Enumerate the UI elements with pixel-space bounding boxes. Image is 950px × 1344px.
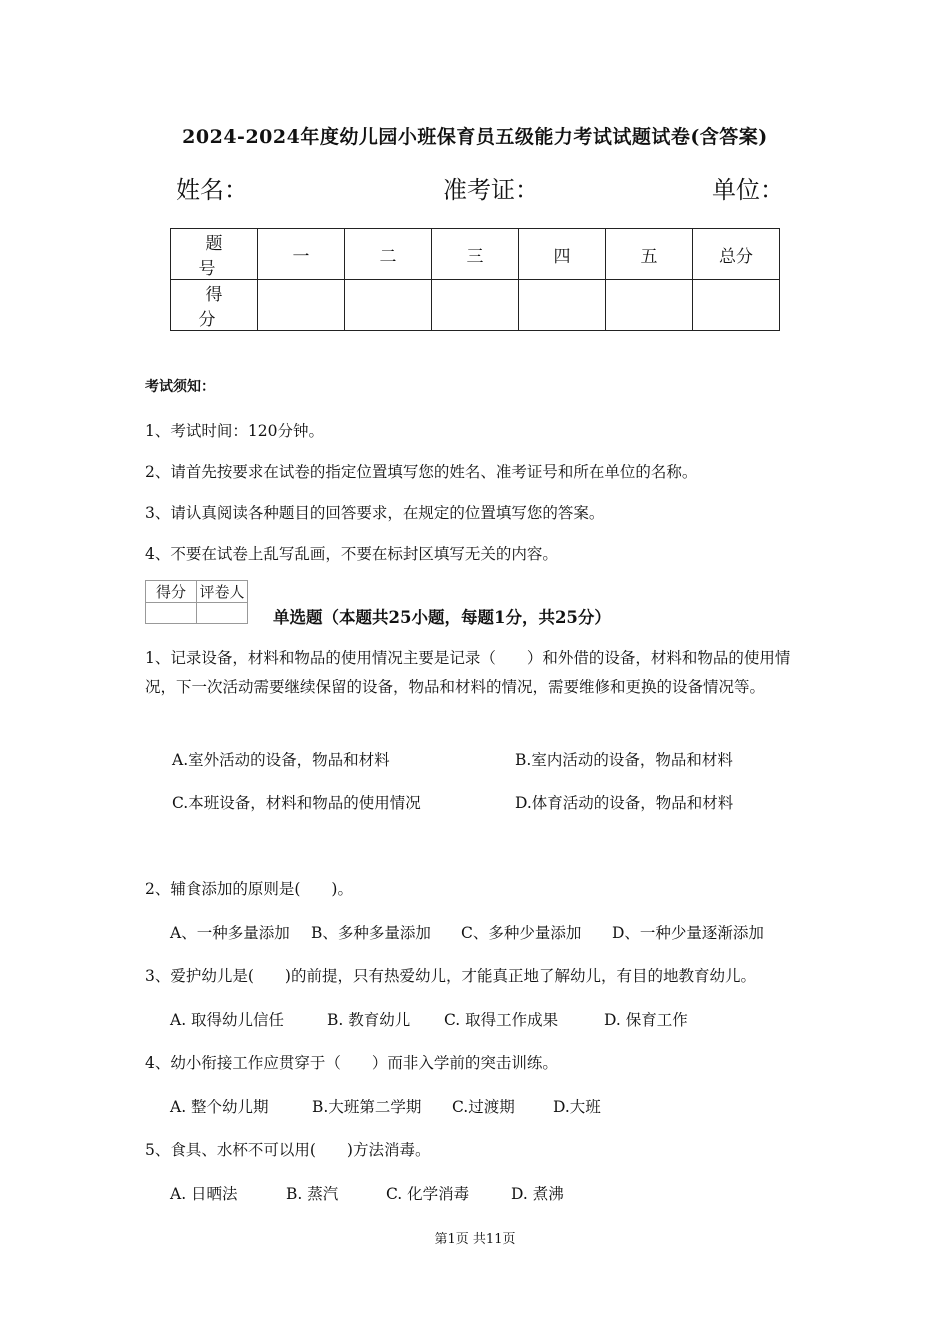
score-table-score-row: [171, 280, 780, 331]
notice-item: 3、请认真阅读各种题目的回答要求，在规定的位置填写您的答案。: [145, 504, 605, 522]
section-title: 单选题（本题共25小题，每题1分，共25分）: [273, 608, 611, 627]
score-cell[interactable]: [606, 280, 693, 331]
question-option[interactable]: B.室内活动的设备，物品和材料: [515, 751, 733, 769]
question-option[interactable]: D.大班: [553, 1098, 601, 1116]
score-table-header-cell: 五: [606, 229, 693, 280]
grader-score-cell[interactable]: [146, 603, 197, 624]
question-stem: 3、爱护幼儿是( )的前提，只有热爱幼儿，才能真正地了解幼儿，有目的地教育幼儿。: [145, 967, 756, 985]
notice-item: 4、不要在试卷上乱写乱画，不要在标封区填写无关的内容。: [145, 545, 558, 563]
grader-reviewer-label: 评卷人: [197, 581, 248, 603]
score-table-row-label: 得 分: [171, 280, 258, 331]
question-option[interactable]: D、一种少量逐渐添加: [612, 924, 764, 942]
question-stem: 5、食具、水杯不可以用( )方法消毒。: [145, 1141, 431, 1159]
page-footer: 第1页 共11页: [434, 1232, 516, 1247]
score-cell[interactable]: [693, 280, 780, 331]
question-option[interactable]: B. 教育幼儿: [327, 1011, 411, 1029]
page-title: 2024-2024年度幼儿园小班保育员五级能力考试试题试卷(含答案): [182, 126, 768, 148]
question-option[interactable]: A. 日晒法: [170, 1185, 238, 1203]
score-table-header-cell: 四: [519, 229, 606, 280]
question-option[interactable]: A、一种多量添加: [170, 924, 290, 942]
grader-table: [145, 580, 248, 624]
question-option[interactable]: C. 取得工作成果: [444, 1011, 559, 1029]
score-table: [170, 228, 780, 331]
exam-id-field-label: 准考证：: [443, 176, 539, 204]
score-cell[interactable]: [345, 280, 432, 331]
question-option[interactable]: C. 化学消毒: [386, 1185, 470, 1203]
question-stem: 1、记录设备，材料和物品的使用情况主要是记录（ ）和外借的设备，材料和物品的使用情况，下一次活动需要继续保留的设备，物品和材料的情况，需要维修和更换的设备情况等。: [145, 649, 791, 696]
question-option[interactable]: B、多种多量添加: [311, 924, 431, 942]
question-option[interactable]: C.过渡期: [452, 1098, 515, 1116]
question-stem: 2、辅食添加的原则是( )。: [145, 880, 353, 898]
question-option[interactable]: C、多种少量添加: [461, 924, 582, 942]
question-option[interactable]: D. 保育工作: [604, 1011, 688, 1029]
score-table-header-cell: 一: [258, 229, 345, 280]
question-option[interactable]: D.体育活动的设备，物品和材料: [515, 794, 734, 812]
grader-reviewer-cell[interactable]: [197, 603, 248, 624]
question-option[interactable]: B. 蒸汽: [286, 1185, 339, 1203]
question-option[interactable]: A. 整个幼儿期: [170, 1098, 269, 1116]
unit-field-label: 单位：: [712, 176, 784, 204]
score-table-header-cell: 二: [345, 229, 432, 280]
notice-item: 1、考试时间：120分钟。: [145, 422, 324, 440]
score-table-header-cell: 总分: [693, 229, 780, 280]
grader-score-label: 得分: [146, 581, 197, 603]
question-option[interactable]: D. 煮沸: [511, 1185, 564, 1203]
question-option[interactable]: A. 取得幼儿信任: [170, 1011, 285, 1029]
question-option[interactable]: C.本班设备，材料和物品的使用情况: [172, 794, 421, 812]
question-stem: 4、幼小衔接工作应贯穿于（ ）而非入学前的突击训练。: [145, 1054, 558, 1072]
score-cell[interactable]: [432, 280, 519, 331]
notice-heading: 考试须知：: [145, 379, 215, 395]
notice-item: 2、请首先按要求在试卷的指定位置填写您的姓名、准考证号和所在单位的名称。: [145, 463, 698, 481]
score-table-header-cell: 题 号: [171, 229, 258, 280]
score-cell[interactable]: [519, 280, 606, 331]
question-option[interactable]: B.大班第二学期: [312, 1098, 422, 1116]
question-option[interactable]: A.室外活动的设备，物品和材料: [172, 751, 390, 769]
name-field-label: 姓名：: [176, 176, 248, 204]
score-table-header-cell: 三: [432, 229, 519, 280]
score-cell[interactable]: [258, 280, 345, 331]
score-table-header-row: [171, 229, 780, 280]
